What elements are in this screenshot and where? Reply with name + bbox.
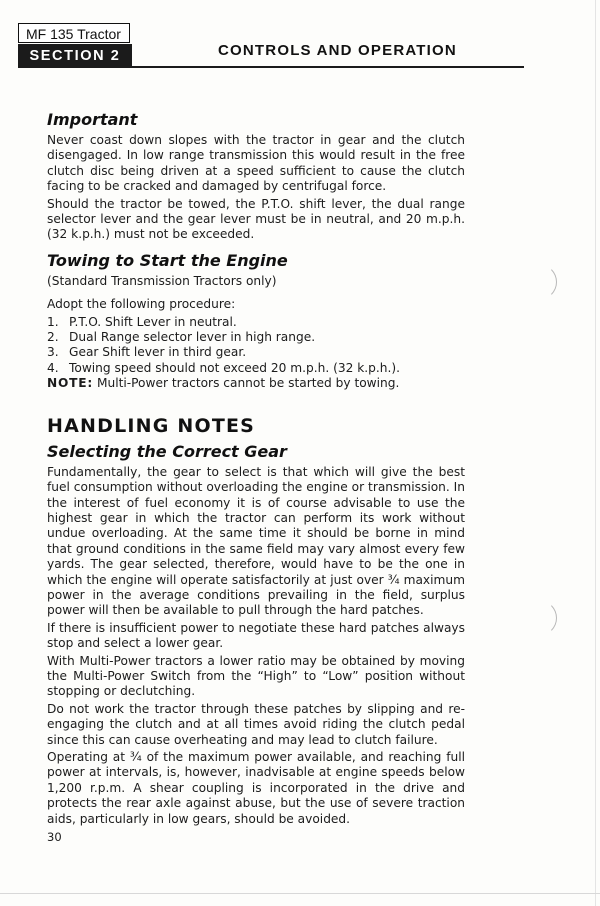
- handling-paragraph: Do not work the tractor through these patches by slipping and re-engaging the clutch and at all times avoid riding the clutch pedal since this can cause overheating and may lead to clutch failure.: [47, 701, 465, 747]
- list-item: [47, 345, 465, 360]
- list-item: [47, 330, 465, 345]
- step-text: Gear Shift lever in third gear.: [69, 345, 247, 360]
- section-badge: SECTION 2: [18, 44, 132, 68]
- list-item: [47, 361, 465, 376]
- step-text: Dual Range selector lever in high range.: [69, 330, 316, 345]
- important-heading: Important: [47, 110, 138, 129]
- page-content: [47, 106, 465, 829]
- towing-steps-list: [47, 315, 465, 377]
- note-text: Multi-Power tractors cannot be started by towing.: [93, 376, 400, 391]
- towing-subtitle: (Standard Transmission Tractors only): [47, 273, 277, 288]
- handling-paragraph: Operating at ¾ of the maximum power available, and reaching full power at intervals, is, however, inadvisable at engine speeds below 1,200 r.p.m. A shear coupling is incorporated in the drive and protects the rear axle against abuse, but the use of severe traction aids, particularly in low gears, should be avoided.: [47, 750, 465, 826]
- step-number: 1.: [47, 314, 59, 329]
- punch-hole-mark: [534, 600, 557, 636]
- towing-note: [47, 376, 465, 391]
- note-label: NOTE:: [47, 376, 94, 391]
- tractor-model-label: MF 135 Tractor: [18, 23, 130, 43]
- page-number: 30: [47, 830, 62, 844]
- page-edge: [595, 0, 596, 906]
- towing-intro: Adopt the following procedure:: [47, 297, 236, 312]
- page-bottom-edge: [0, 893, 600, 894]
- step-text: P.T.O. Shift Lever in neutral.: [69, 314, 237, 329]
- header-rule: [18, 66, 524, 68]
- step-number: 2.: [47, 330, 59, 345]
- handling-paragraph: If there is insufficient power to negotiate these hard patches always stop and select a lower gear.: [47, 620, 465, 651]
- step-text: Towing speed should not exceed 20 m.p.h. (32 k.p.h.).: [69, 360, 400, 375]
- step-number: 3.: [47, 345, 59, 360]
- punch-hole-mark: [534, 264, 557, 300]
- step-number: 4.: [47, 360, 59, 375]
- handling-paragraph: Fundamentally, the gear to select is that which will give the best fuel consumption without overloading the engine or transmission. In the interest of fuel economy it is of course advisable to use the highest gear in which the tractor can perform its work without undue overloading. At the same time it should be borne in mind that ground conditions in the same field may vary almost every few yards. The gear selected, therefore, would have to be the one in which the engine will operate satisfactorily at just over ¾ maximum power in the average conditions prevailing in the field, surplus power will then be available to pull through the hard patches.: [47, 464, 465, 618]
- handling-notes-heading: HANDLING NOTES: [47, 414, 256, 437]
- chapter-title: CONTROLS AND OPERATION: [218, 42, 457, 59]
- list-item: [47, 315, 465, 330]
- important-paragraph: Never coast down slopes with the tractor in gear and the clutch disengaged. In low range transmission this would result in the free clutch disc being driven at a speed sufficient to cause the clutch facing to be cracked and damaged by centrifugal force.: [47, 133, 465, 194]
- handling-paragraph: With Multi-Power tractors a lower ratio may be obtained by moving the Multi-Power Switch from the “High” to “Low” position without stopping or declutching.: [47, 653, 465, 699]
- towing-heading: Towing to Start the Engine: [47, 250, 288, 270]
- important-paragraph: Should the tractor be towed, the P.T.O. shift lever, the dual range selector lever and the gear lever must be in neutral, and 20 m.p.h. (32 k.p.h.) must not be exceeded.: [47, 196, 465, 242]
- selecting-gear-heading: Selecting the Correct Gear: [47, 441, 287, 461]
